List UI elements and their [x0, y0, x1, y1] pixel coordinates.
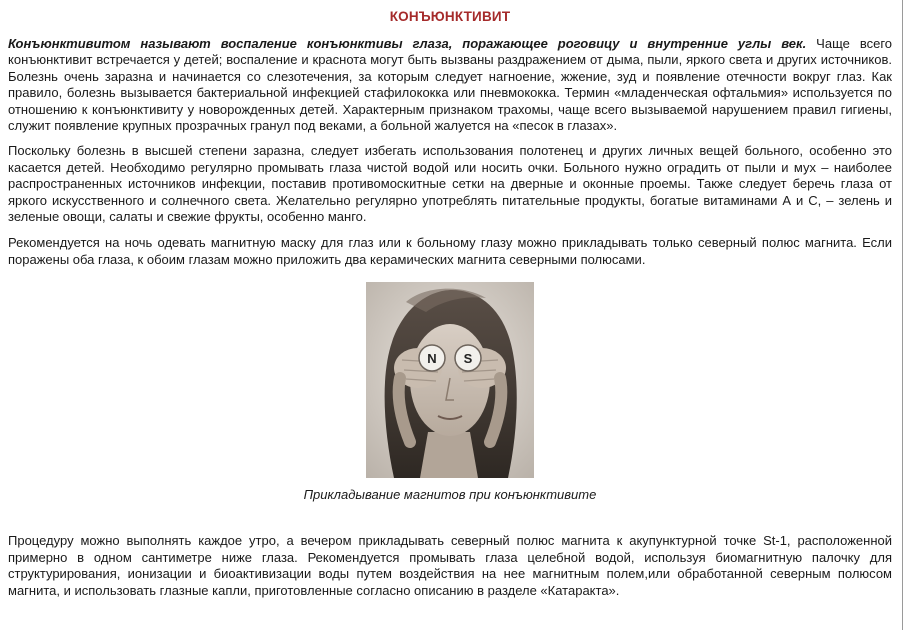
magnet-right-label: S: [463, 351, 473, 367]
article-title: КОНЪЮНКТИВИТ: [389, 9, 511, 24]
figure-magnets: [8, 282, 892, 503]
intro-body-text: Чаще всего конъюнктивит встречается у детей; воспаление и краснота могут быть вызваны раздражением от дыма, пыли, яркого света и других источников. Болезнь очень заразна и начинается со слезотечения, за которым следует нагноение, жжение, зуд и появление отечности вокруг глаз. Как правило, болезнь вызывается бактериальной инфекцией стафилококка или пневмококка. Термин «младенческая офтальмия» используется по отношению к конъюнктивиту у новорожденных детей. Характерным признаком трахомы, чаще всего вызываемой нарушением правил гигиены, служит появление крупных прозрачных гранул под веками, а больной жалуется на «песок в глазах».: [8, 36, 892, 134]
intro-lead-text: Конъюнктивитом называют воспаление конъюнктивы глаза, поражающее роговицу и внутренние углы век.: [8, 36, 807, 51]
paragraph-magnet-mask: Рекомендуется на ночь одевать магнитную маску для глаз или к больному глазу можно прикладывать только северный полюс магнита. Если поражены оба глаза, к обоим глазам можно приложить два керамических магнита северными полюсами.: [8, 235, 892, 267]
page-right-border: [902, 0, 903, 630]
figure-caption: Прикладывание магнитов при конъюнктивите: [303, 487, 597, 503]
woman-with-magnets-photo: [366, 282, 534, 478]
paragraph-intro: [8, 36, 892, 134]
paragraph-prevention: Поскольку болезнь в высшей степени заразна, следует избегать использования полотенец и других личных вещей больного, особенно это касается детей. Необходимо регулярно промывать глаза чистой водой или носить очки. Больного нужно оградить от пыли и мух – наиболее распространенных источников инфекции, поставив противомоскитные сетки на дверные и оконные проемы. Также следует беречь глаза от яркого искусственного и солнечного света. Желательно регулярно употреблять питательные продукты, богатые витаминами А и С, – зелень и зеленые овощи, салаты и свежие фрукты, особенно манго.: [8, 143, 892, 225]
magnet-right: [455, 345, 481, 371]
magnet-left: [419, 345, 445, 371]
paragraph-procedure: Процедуру можно выполнять каждое утро, а вечером прикладывать северный полюс магнита к акупунктурной точке St-1, расположенной примерно в одном сантиметре ниже глаза. Рекомендуется промывать глаза целебной водой, используя биомагнитную палочку для структурирования, ионизации и биоактивизации воды путем воздействия на нее магнитным полем,или обработанной северным полюсом магнита, и использовать глазные капли, приготовленные согласно описанию в разделе «Катаракта».: [8, 533, 892, 598]
article-page: [8, 0, 892, 630]
magnet-left-label: N: [427, 351, 437, 367]
